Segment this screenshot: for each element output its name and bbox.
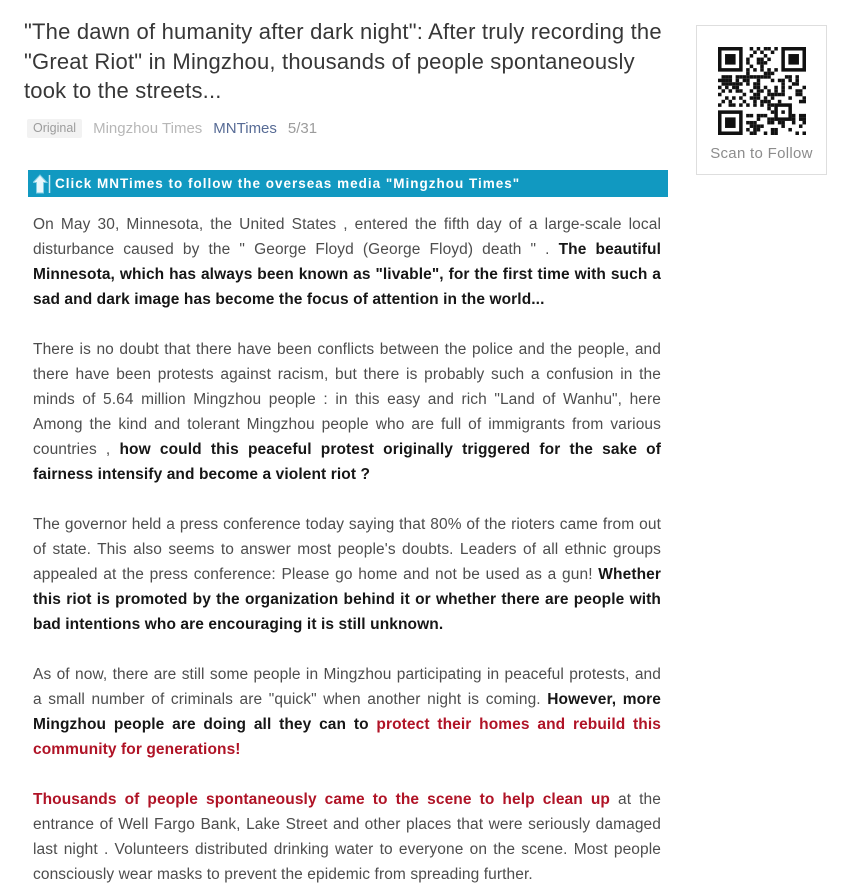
paragraph-run: Thousands of people spontaneously came to the scene to help clean up: [33, 791, 610, 808]
qr-follow-panel: [696, 25, 827, 175]
paragraph-run: There is no doubt that there have been conflicts between the police and the people, and there have been protests against racism, but there is probably such a confusion in the minds of 5.64 million Mingzhou people : in this easy and rich "Land of Wanhu", here Among the kind and tolerant Mingzhou people who are full of immigrants from various countries ,: [33, 341, 661, 458]
account-link[interactable]: MNTimes: [213, 119, 277, 137]
qr-code-image: [718, 47, 806, 135]
paragraph-run: On May 30, Minnesota, the United States , entered the fifth day of a large-scale local disturbance caused by the " George Floyd (George Floyd) death " .: [33, 216, 661, 258]
original-badge: Original: [27, 119, 82, 138]
paragraph: [33, 512, 661, 637]
account-name: Mingzhou Times: [93, 119, 203, 137]
follow-banner[interactable]: [28, 170, 668, 197]
paragraph-run: how could this peaceful protest originally triggered for the sake of fairness intensify and become a violent riot ?: [33, 441, 661, 483]
paragraph-run: Whether this riot is promoted by the organization behind it or whether there are people with bad intentions who are encouraging it is still unknown.: [33, 566, 661, 633]
publish-date: 5/31: [287, 119, 318, 137]
paragraph-run: The governor held a press conference today saying that 80% of the rioters came from out of state. This also seems to answer most people's doubts. Leaders of all ethnic groups appealed at the press conference: Please go home and not be used as a gun!: [33, 516, 661, 583]
qr-caption: Scan to Follow: [710, 145, 813, 162]
paragraph-run: at the entrance of Well Fargo Bank, Lake Street and other places that were seriously damaged last night . Volunteers distributed drinking water to everyone on the scene. Most people consciously wear masks to prevent the epidemic from spreading further.: [33, 791, 661, 883]
paragraph-run: The beautiful Minnesota, which has always been known as "livable", for the first time with such a sad and dark image has become the focus of attention in the world...: [33, 241, 661, 308]
paragraph: [33, 212, 661, 312]
paragraph: [33, 787, 661, 883]
follow-banner-text: Click MNTimes to follow the overseas media "Mingzhou Times": [55, 176, 521, 191]
paragraph: [33, 662, 661, 762]
article-title: "The dawn of humanity after dark night": After truly recording the "Great Riot" in Mingzhou, thousands of people spontaneously took to the streets...: [24, 19, 662, 103]
paragraph-run: protect their homes and rebuild this community for generations!: [33, 716, 661, 758]
paragraph-run: However, more Mingzhou people are doing all they can to: [33, 691, 661, 733]
paragraph: [33, 337, 661, 487]
paragraph-run: As of now, there are still some people in Mingzhou participating in peaceful protests, and a small number of criminals are "quick" when another night is coming.: [33, 666, 661, 708]
up-arrow-icon: [33, 174, 51, 194]
article-body: [33, 197, 661, 883]
